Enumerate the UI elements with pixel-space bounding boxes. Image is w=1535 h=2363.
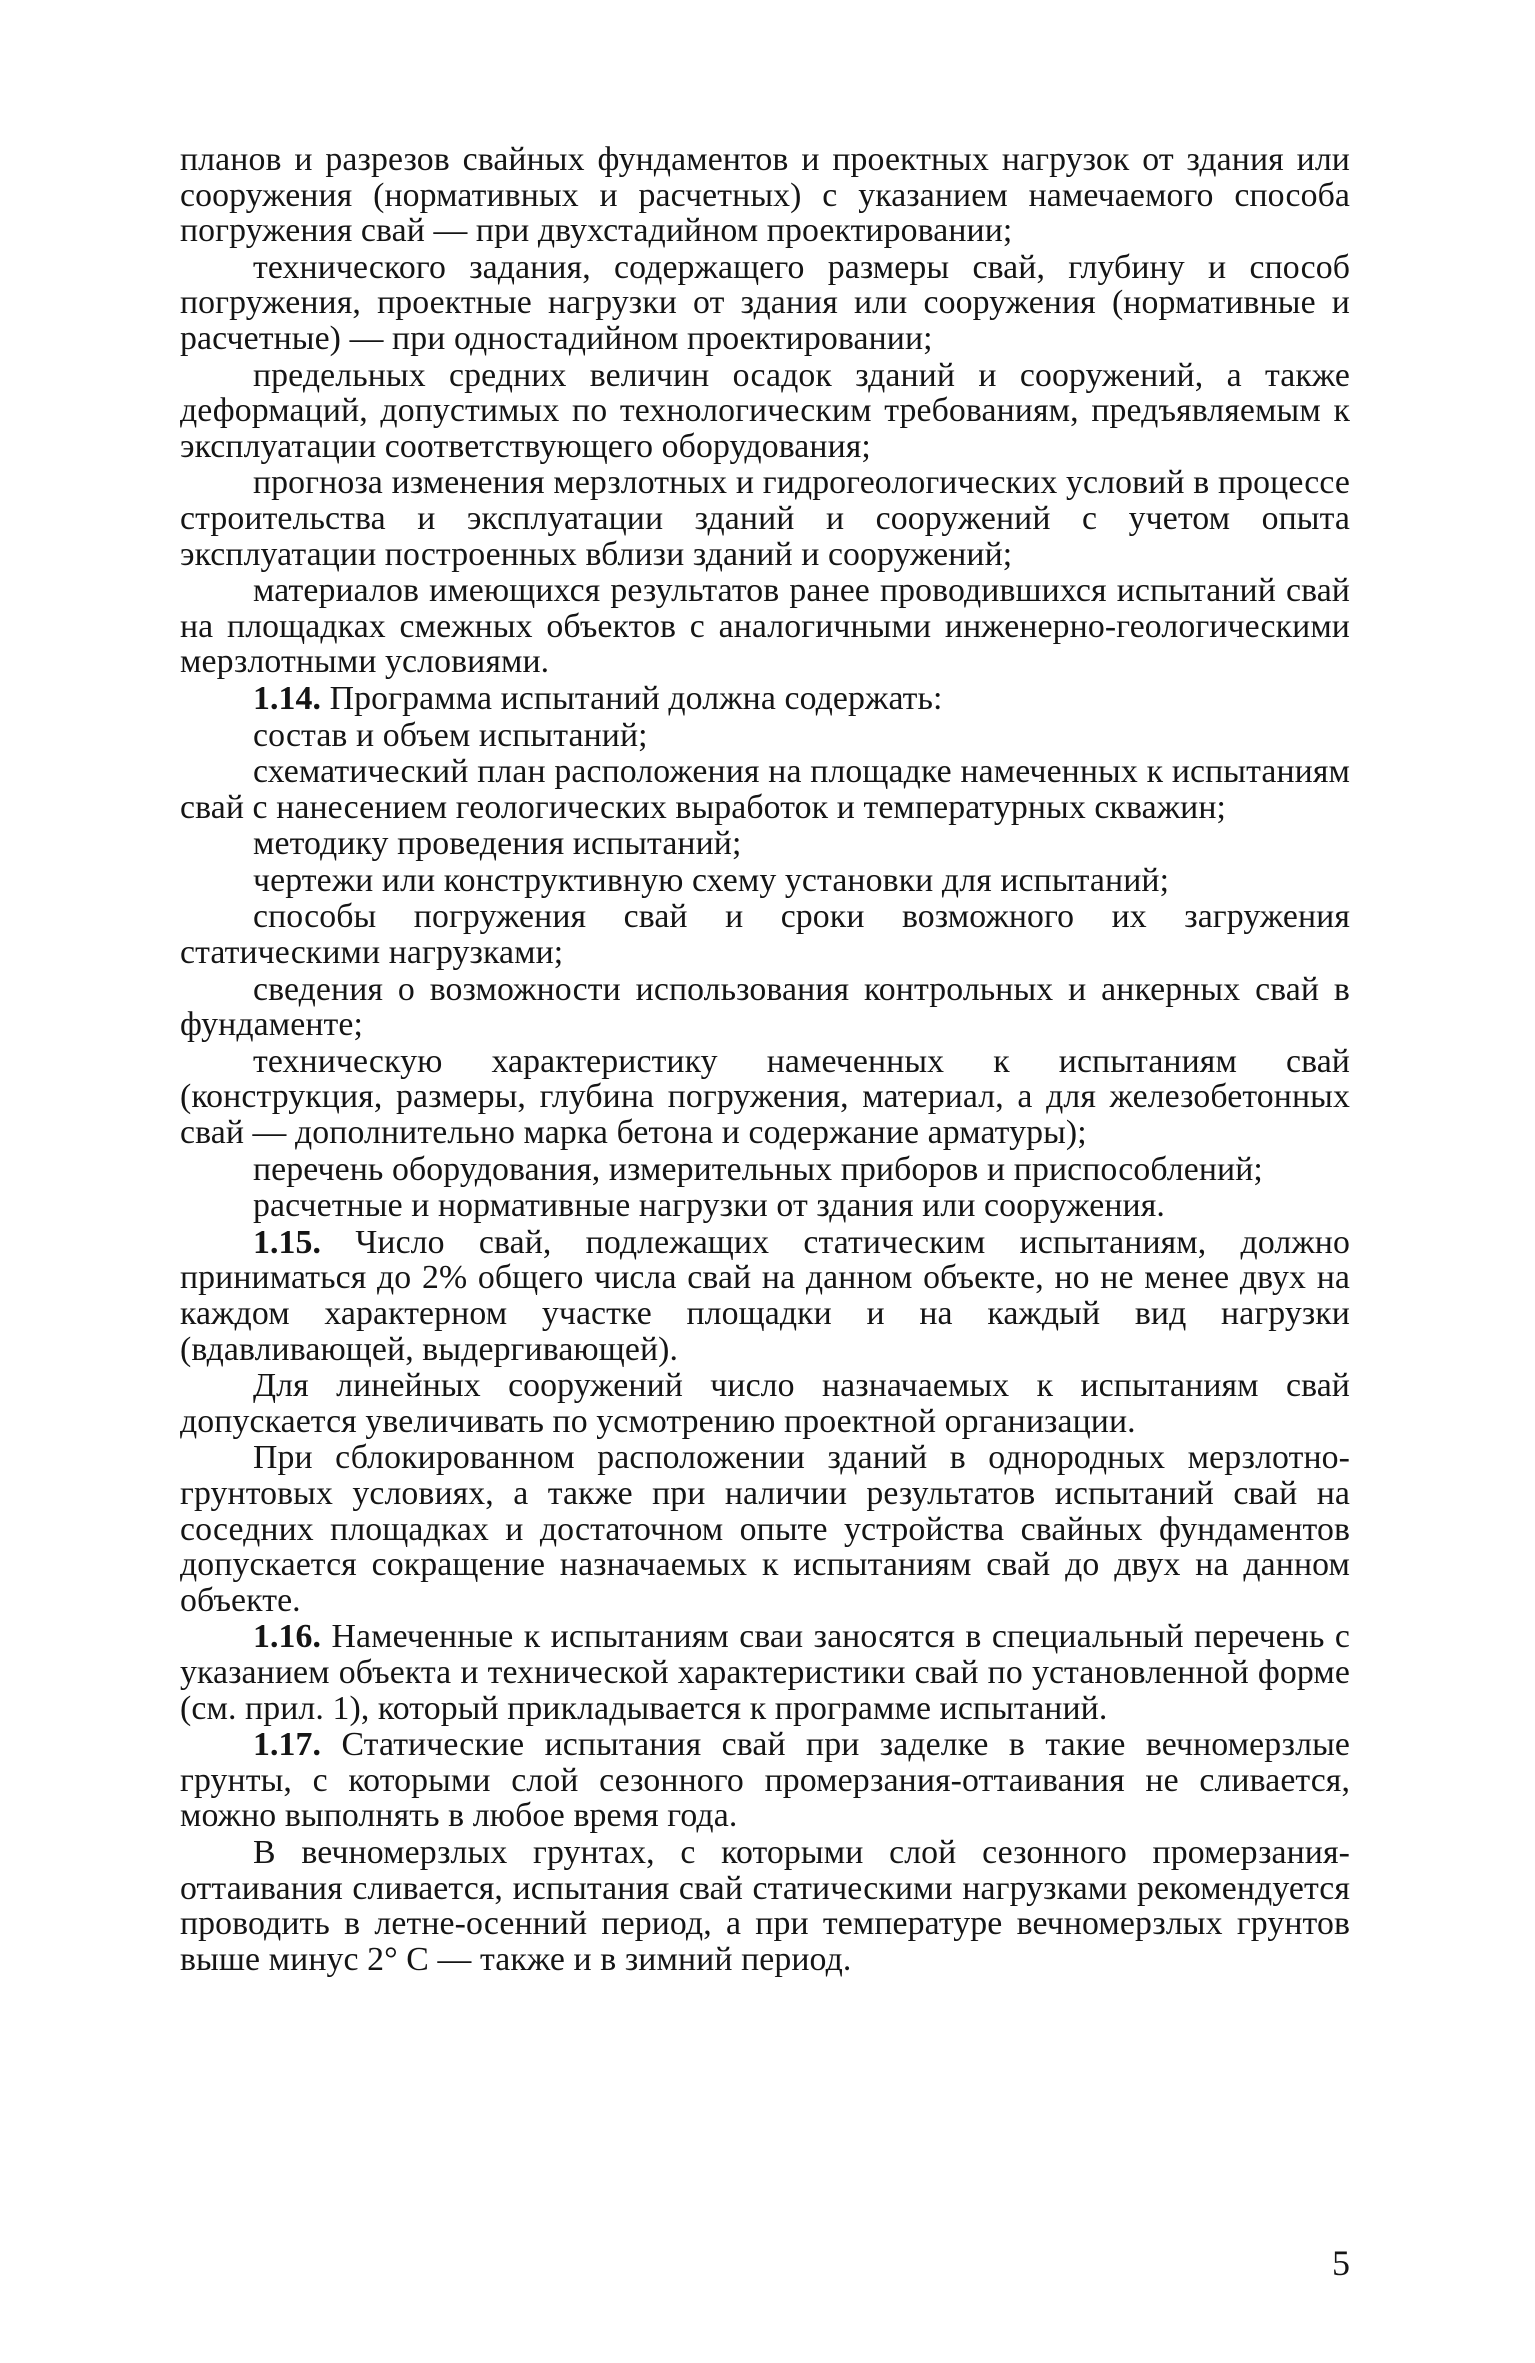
paragraph: [180, 1835, 1350, 1977]
paragraph: [180, 826, 1350, 862]
page-number: 5: [1332, 2243, 1350, 2283]
paragraph: [180, 1044, 1350, 1151]
paragraph-text: Программа испытаний должна содержать:: [321, 679, 943, 717]
paragraph-text: схематический план расположения на площадке намеченных к испытаниям свай с нанесением геологических выработок и температурных скважин;: [180, 753, 1350, 826]
paragraph: [180, 1368, 1350, 1439]
paragraph: [180, 863, 1350, 899]
body-text: [180, 142, 1350, 1977]
paragraph-text: планов и разрезов свайных фундаментов и проектных нагрузок от здания или сооружения (нормативных и расчетных) с указанием намечаемого способа погружения свай — при двухстадийном проектировании;: [180, 141, 1350, 250]
paragraph-text: Намеченные к испытаниям сваи заносятся в специальный перечень с указанием объекта и технической характеристики свай по установленной форме (см. прил. 1), который прикладывается к программе испытаний.: [180, 1618, 1350, 1727]
paragraph: [180, 573, 1350, 680]
paragraph-text: сведения о возможности использования контрольных и анкерных свай в фундаменте;: [180, 970, 1350, 1044]
section-number: 1.14.: [253, 679, 322, 717]
paragraph-text: техническую характеристику намеченных к испытаниям свай (конструкция, размеры, глубина погружения, материал, а для железобетонных свай — дополнительно марка бетона и содержание арматуры);: [180, 1042, 1350, 1152]
paragraph: [180, 1188, 1350, 1224]
paragraph-text: состав и объем испытаний;: [253, 716, 648, 754]
paragraph: [180, 465, 1350, 572]
paragraph: [180, 972, 1350, 1043]
paragraph: [180, 250, 1350, 357]
paragraph: [180, 899, 1350, 970]
section-number: 1.17.: [253, 1726, 322, 1764]
paragraph: [180, 754, 1350, 825]
paragraph-text: Число свай, подлежащих статическим испытаниям, должно приниматься до 2% общего числа свай на данном объекте, но не менее двух на каждом характерном участке площадки и на каждый вид нагрузки (вдавливающей, выдергивающей).: [180, 1223, 1350, 1368]
section-paragraph: [180, 1619, 1350, 1726]
paragraph: [180, 1152, 1350, 1188]
paragraph: [180, 358, 1350, 465]
paragraph-text: Для линейных сооружений число назначаемых к испытаниям свай допускается увеличивать по усмотрению проектной организации.: [180, 1367, 1350, 1440]
paragraph: [180, 718, 1350, 754]
paragraph-text: методику проведения испытаний;: [253, 825, 742, 863]
paragraph-text: чертежи или конструктивную схему установки для испытаний;: [253, 861, 1170, 899]
paragraph-text: предельных средних величин осадок зданий и сооружений, а также деформаций, допустимых по технологическим требованиям, предъявляемым к эксплуатации соответствующего оборудования;: [180, 356, 1350, 465]
section-number: 1.16.: [253, 1618, 322, 1656]
paragraph: [180, 1440, 1350, 1618]
paragraph-text: способы погружения свай и сроки возможного их загружения статическими нагрузками;: [180, 898, 1350, 972]
section-paragraph: [180, 1727, 1350, 1834]
paragraph-text: В вечномерзлых грунтах, с которыми слой сезонного промерзания-оттаивания сливается, испытания свай статическими нагрузками рекомендуется проводить в летне-осенний период, а при температуре вечномерзлых грунтов выше минус 2° С — также и в зимний период.: [180, 1833, 1350, 1978]
paragraph-text: перечень оборудования, измерительных приборов и приспособлений;: [253, 1150, 1263, 1188]
paragraph-text: прогноза изменения мерзлотных и гидрогеологических условий в процессе строительства и эксплуатации зданий и сооружений с учетом опыта эксплуатации построенных вблизи зданий и сооружений;: [180, 464, 1350, 573]
paragraph-text: Статические испытания свай при заделке в такие вечномерзлые грунты, с которыми слой сезонного промерзания-оттаивания не сливается, можно выполнять в любое время года.: [180, 1726, 1350, 1835]
section-paragraph: [180, 1225, 1350, 1367]
paragraph: [180, 142, 1350, 249]
paragraph-text: расчетные и нормативные нагрузки от здания или сооружения.: [253, 1187, 1165, 1225]
paragraph-text: При сблокированном расположении зданий в однородных мерзлотно-грунтовых условиях, а также при наличии результатов испытаний свай на соседних площадках и достаточном опыте устройства свайных фундаментов допускается сокращение назначаемых к испытаниям свай до двух на данном объекте.: [180, 1439, 1350, 1619]
section-number: 1.15.: [253, 1223, 322, 1261]
section-paragraph: [180, 681, 1350, 717]
paragraph-text: технического задания, содержащего размеры свай, глубину и способ погружения, проектные нагрузки от здания или сооружения (нормативные и расчетные) — при одностадийном проектировании;: [180, 248, 1350, 357]
paragraph-text: материалов имеющихся результатов ранее проводившихся испытаний свай на площадках смежных объектов с аналогичными инженерно-геологическими мерзлотными условиями.: [180, 572, 1350, 681]
